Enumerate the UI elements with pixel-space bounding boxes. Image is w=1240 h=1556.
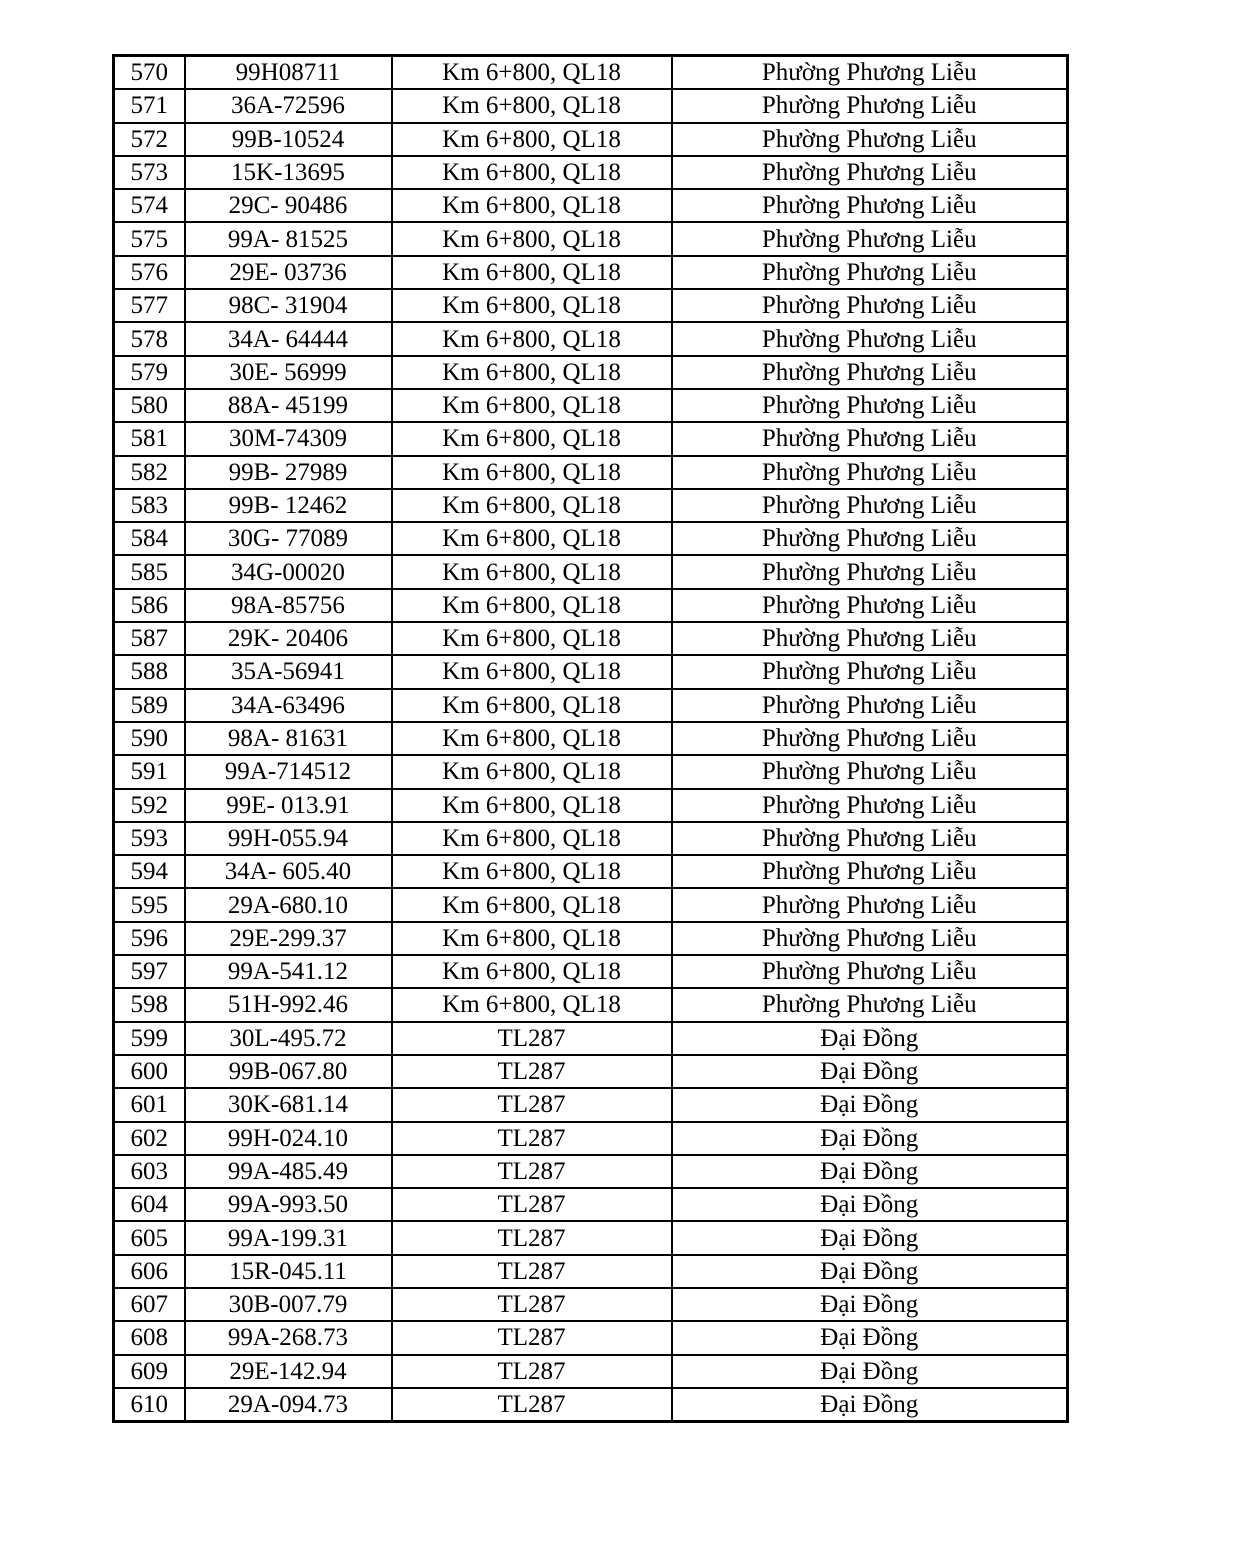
ward-cell: Đại Đồng [672, 1355, 1068, 1388]
row-number-cell: 603 [114, 1155, 185, 1188]
location-cell: Km 6+800, QL18 [392, 56, 672, 90]
plate-number-cell: 35A-56941 [185, 655, 392, 688]
table-row [114, 1022, 1068, 1055]
location-cell: Km 6+800, QL18 [392, 855, 672, 888]
row-number-cell: 583 [114, 489, 185, 522]
table-row [114, 555, 1068, 588]
row-number-cell: 571 [114, 89, 185, 122]
row-number-cell: 589 [114, 689, 185, 722]
row-number-cell: 596 [114, 922, 185, 955]
row-number-cell: 599 [114, 1022, 185, 1055]
table-row [114, 123, 1068, 156]
table-row [114, 456, 1068, 489]
plate-number-cell: 99A- 81525 [185, 222, 392, 255]
location-cell: Km 6+800, QL18 [392, 356, 672, 389]
table-row [114, 1288, 1068, 1321]
location-cell: TL287 [392, 1022, 672, 1055]
row-number-cell: 597 [114, 955, 185, 988]
table-row [114, 89, 1068, 122]
plate-number-cell: 99A-541.12 [185, 955, 392, 988]
table-row [114, 988, 1068, 1021]
location-cell: Km 6+800, QL18 [392, 888, 672, 921]
row-number-cell: 570 [114, 56, 185, 90]
ward-cell: Phường Phương Liễu [672, 722, 1068, 755]
location-cell: Km 6+800, QL18 [392, 156, 672, 189]
plate-number-cell: 30G- 77089 [185, 522, 392, 555]
ward-cell: Đại Đồng [672, 1388, 1068, 1422]
plate-number-cell: 99A-714512 [185, 755, 392, 788]
table-row [114, 422, 1068, 455]
plate-number-cell: 30K-681.14 [185, 1088, 392, 1121]
ward-cell: Phường Phương Liễu [672, 289, 1068, 322]
table-row [114, 1188, 1068, 1221]
location-cell: TL287 [392, 1355, 672, 1388]
violation-table [112, 54, 1069, 1423]
location-cell: Km 6+800, QL18 [392, 189, 672, 222]
ward-cell: Phường Phương Liễu [672, 489, 1068, 522]
table-row [114, 955, 1068, 988]
row-number-cell: 590 [114, 722, 185, 755]
ward-cell: Phường Phương Liễu [672, 222, 1068, 255]
plate-number-cell: 99H08711 [185, 56, 392, 90]
plate-number-cell: 99B-10524 [185, 123, 392, 156]
table-row [114, 722, 1068, 755]
row-number-cell: 576 [114, 256, 185, 289]
plate-number-cell: 15R-045.11 [185, 1255, 392, 1288]
row-number-cell: 581 [114, 422, 185, 455]
ward-cell: Phường Phương Liễu [672, 955, 1068, 988]
row-number-cell: 574 [114, 189, 185, 222]
location-cell: Km 6+800, QL18 [392, 922, 672, 955]
ward-cell: Đại Đồng [672, 1221, 1068, 1254]
plate-number-cell: 99B- 12462 [185, 489, 392, 522]
plate-number-cell: 36A-72596 [185, 89, 392, 122]
plate-number-cell: 29K- 20406 [185, 622, 392, 655]
location-cell: Km 6+800, QL18 [392, 689, 672, 722]
ward-cell: Đại Đồng [672, 1055, 1068, 1088]
table-row [114, 489, 1068, 522]
location-cell: TL287 [392, 1221, 672, 1254]
table-row [114, 289, 1068, 322]
row-number-cell: 608 [114, 1321, 185, 1354]
row-number-cell: 584 [114, 522, 185, 555]
ward-cell: Phường Phương Liễu [672, 189, 1068, 222]
plate-number-cell: 99B- 27989 [185, 456, 392, 489]
location-cell: TL287 [392, 1288, 672, 1321]
table-row [114, 389, 1068, 422]
plate-number-cell: 34A- 64444 [185, 322, 392, 355]
ward-cell: Phường Phương Liễu [672, 689, 1068, 722]
row-number-cell: 605 [114, 1221, 185, 1254]
row-number-cell: 591 [114, 755, 185, 788]
row-number-cell: 577 [114, 289, 185, 322]
row-number-cell: 587 [114, 622, 185, 655]
ward-cell: Phường Phương Liễu [672, 389, 1068, 422]
ward-cell: Phường Phương Liễu [672, 256, 1068, 289]
location-cell: TL287 [392, 1321, 672, 1354]
ward-cell: Đại Đồng [672, 1255, 1068, 1288]
table-row [114, 522, 1068, 555]
table-row [114, 322, 1068, 355]
ward-cell: Đại Đồng [672, 1122, 1068, 1155]
ward-cell: Đại Đồng [672, 1288, 1068, 1321]
table-row [114, 789, 1068, 822]
table-row [114, 755, 1068, 788]
row-number-cell: 582 [114, 456, 185, 489]
plate-number-cell: 99E- 013.91 [185, 789, 392, 822]
table-row [114, 1088, 1068, 1121]
row-number-cell: 575 [114, 222, 185, 255]
row-number-cell: 609 [114, 1355, 185, 1388]
plate-number-cell: 29C- 90486 [185, 189, 392, 222]
row-number-cell: 573 [114, 156, 185, 189]
plate-number-cell: 34A- 605.40 [185, 855, 392, 888]
ward-cell: Đại Đồng [672, 1022, 1068, 1055]
ward-cell: Phường Phương Liễu [672, 356, 1068, 389]
ward-cell: Phường Phương Liễu [672, 322, 1068, 355]
location-cell: Km 6+800, QL18 [392, 822, 672, 855]
ward-cell: Phường Phương Liễu [672, 456, 1068, 489]
location-cell: Km 6+800, QL18 [392, 522, 672, 555]
location-cell: TL287 [392, 1255, 672, 1288]
plate-number-cell: 99H-024.10 [185, 1122, 392, 1155]
table-row [114, 855, 1068, 888]
plate-number-cell: 99A-199.31 [185, 1221, 392, 1254]
table-row [114, 256, 1068, 289]
row-number-cell: 610 [114, 1388, 185, 1422]
plate-number-cell: 88A- 45199 [185, 389, 392, 422]
location-cell: TL287 [392, 1055, 672, 1088]
location-cell: Km 6+800, QL18 [392, 322, 672, 355]
location-cell: Km 6+800, QL18 [392, 622, 672, 655]
plate-number-cell: 29E- 03736 [185, 256, 392, 289]
table-row [114, 356, 1068, 389]
location-cell: Km 6+800, QL18 [392, 456, 672, 489]
table-row [114, 156, 1068, 189]
row-number-cell: 572 [114, 123, 185, 156]
location-cell: Km 6+800, QL18 [392, 722, 672, 755]
table-row [114, 1221, 1068, 1254]
plate-number-cell: 29E-299.37 [185, 922, 392, 955]
table-row [114, 822, 1068, 855]
row-number-cell: 607 [114, 1288, 185, 1321]
location-cell: TL287 [392, 1188, 672, 1221]
ward-cell: Đại Đồng [672, 1321, 1068, 1354]
location-cell: Km 6+800, QL18 [392, 655, 672, 688]
row-number-cell: 598 [114, 988, 185, 1021]
table-row [114, 222, 1068, 255]
ward-cell: Phường Phương Liễu [672, 123, 1068, 156]
plate-number-cell: 98A- 81631 [185, 722, 392, 755]
location-cell: Km 6+800, QL18 [392, 123, 672, 156]
ward-cell: Đại Đồng [672, 1188, 1068, 1221]
location-cell: Km 6+800, QL18 [392, 755, 672, 788]
plate-number-cell: 29E-142.94 [185, 1355, 392, 1388]
table-row [114, 189, 1068, 222]
plate-number-cell: 30B-007.79 [185, 1288, 392, 1321]
ward-cell: Phường Phương Liễu [672, 522, 1068, 555]
ward-cell: Phường Phương Liễu [672, 89, 1068, 122]
plate-number-cell: 34G-00020 [185, 555, 392, 588]
plate-number-cell: 99A-268.73 [185, 1321, 392, 1354]
location-cell: Km 6+800, QL18 [392, 422, 672, 455]
row-number-cell: 586 [114, 589, 185, 622]
location-cell: Km 6+800, QL18 [392, 256, 672, 289]
ward-cell: Phường Phương Liễu [672, 922, 1068, 955]
row-number-cell: 595 [114, 888, 185, 921]
plate-number-cell: 15K-13695 [185, 156, 392, 189]
plate-number-cell: 34A-63496 [185, 689, 392, 722]
location-cell: Km 6+800, QL18 [392, 589, 672, 622]
ward-cell: Phường Phương Liễu [672, 56, 1068, 90]
plate-number-cell: 99A-485.49 [185, 1155, 392, 1188]
ward-cell: Phường Phương Liễu [672, 555, 1068, 588]
plate-number-cell: 99H-055.94 [185, 822, 392, 855]
location-cell: TL287 [392, 1388, 672, 1422]
row-number-cell: 588 [114, 655, 185, 688]
table-row [114, 689, 1068, 722]
ward-cell: Đại Đồng [672, 1155, 1068, 1188]
row-number-cell: 606 [114, 1255, 185, 1288]
location-cell: Km 6+800, QL18 [392, 289, 672, 322]
table-row [114, 1355, 1068, 1388]
table-row [114, 1321, 1068, 1354]
ward-cell: Phường Phương Liễu [672, 655, 1068, 688]
ward-cell: Phường Phương Liễu [672, 422, 1068, 455]
plate-number-cell: 30M-74309 [185, 422, 392, 455]
table-row [114, 622, 1068, 655]
table-row [114, 1255, 1068, 1288]
ward-cell: Phường Phương Liễu [672, 888, 1068, 921]
location-cell: Km 6+800, QL18 [392, 789, 672, 822]
row-number-cell: 600 [114, 1055, 185, 1088]
table-row [114, 589, 1068, 622]
location-cell: Km 6+800, QL18 [392, 489, 672, 522]
row-number-cell: 585 [114, 555, 185, 588]
table-row [114, 1055, 1068, 1088]
location-cell: TL287 [392, 1088, 672, 1121]
plate-number-cell: 98A-85756 [185, 589, 392, 622]
row-number-cell: 602 [114, 1122, 185, 1155]
plate-number-cell: 99B-067.80 [185, 1055, 392, 1088]
row-number-cell: 594 [114, 855, 185, 888]
location-cell: TL287 [392, 1122, 672, 1155]
ward-cell: Phường Phương Liễu [672, 622, 1068, 655]
row-number-cell: 592 [114, 789, 185, 822]
location-cell: Km 6+800, QL18 [392, 89, 672, 122]
ward-cell: Phường Phương Liễu [672, 855, 1068, 888]
location-cell: Km 6+800, QL18 [392, 988, 672, 1021]
row-number-cell: 601 [114, 1088, 185, 1121]
location-cell: TL287 [392, 1155, 672, 1188]
location-cell: Km 6+800, QL18 [392, 389, 672, 422]
table-row [114, 1122, 1068, 1155]
ward-cell: Phường Phương Liễu [672, 589, 1068, 622]
plate-number-cell: 99A-993.50 [185, 1188, 392, 1221]
ward-cell: Phường Phương Liễu [672, 988, 1068, 1021]
plate-number-cell: 51H-992.46 [185, 988, 392, 1021]
table-row [114, 56, 1068, 90]
row-number-cell: 579 [114, 356, 185, 389]
plate-number-cell: 98C- 31904 [185, 289, 392, 322]
table-row [114, 1155, 1068, 1188]
ward-cell: Đại Đồng [672, 1088, 1068, 1121]
table-row [114, 1388, 1068, 1422]
ward-cell: Phường Phương Liễu [672, 755, 1068, 788]
location-cell: Km 6+800, QL18 [392, 222, 672, 255]
ward-cell: Phường Phương Liễu [672, 156, 1068, 189]
table-body [114, 56, 1068, 1422]
ward-cell: Phường Phương Liễu [672, 789, 1068, 822]
row-number-cell: 580 [114, 389, 185, 422]
row-number-cell: 604 [114, 1188, 185, 1221]
table-row [114, 888, 1068, 921]
location-cell: Km 6+800, QL18 [392, 955, 672, 988]
location-cell: Km 6+800, QL18 [392, 555, 672, 588]
plate-number-cell: 30E- 56999 [185, 356, 392, 389]
row-number-cell: 578 [114, 322, 185, 355]
plate-number-cell: 29A-680.10 [185, 888, 392, 921]
table-row [114, 655, 1068, 688]
row-number-cell: 593 [114, 822, 185, 855]
ward-cell: Phường Phương Liễu [672, 822, 1068, 855]
plate-number-cell: 30L-495.72 [185, 1022, 392, 1055]
table-row [114, 922, 1068, 955]
plate-number-cell: 29A-094.73 [185, 1388, 392, 1422]
